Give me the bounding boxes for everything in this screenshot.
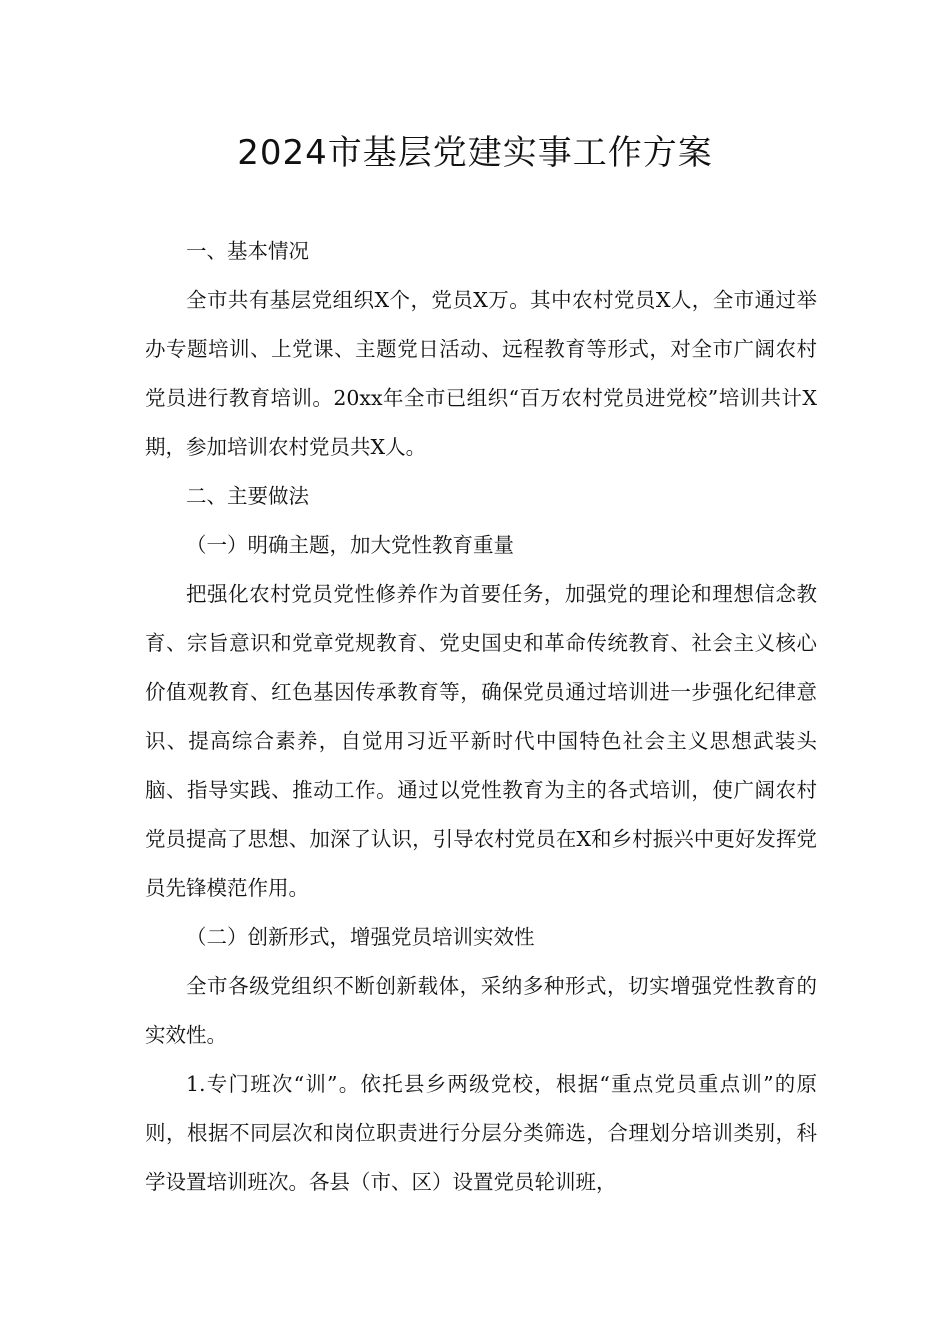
paragraph-special-classes: 1.专门班次“训”。依托县乡两级党校，根据“重点党员重点训”的原则，根据不同层次和岗位职责进行分层分类筛选，合理划分培训类别，科学设置培训班次。各县（市、区）设置党员轮训班， bbox=[145, 1072, 817, 1194]
heading-main-practices: 二、主要做法 bbox=[186, 484, 309, 508]
paragraph-party-education: 把强化农村党员党性修养作为首要任务，加强党的理论和理想信念教育、宗旨意识和党章党规教育、党史国史和革命传统教育、社会主义核心价值观教育、红色基因传承教育等，确保党员通过培训进一步强化纪律意识、提高综合素养，自觉用习近平新时代中国特色社会主义思想武装头脑、指导实践、推动工作。通过以党性教育为主的各式培训，使广阔农村党员提高了思想、加深了认识，引导农村党员在X和乡村振兴中更好发挥党员先锋模范作用。 bbox=[145, 582, 817, 900]
subheading-innovate-forms: （二）创新形式，增强党员培训实效性 bbox=[186, 925, 535, 949]
document-title: 2024市基层党建实事工作方案 bbox=[237, 133, 713, 173]
subheading-clarify-theme: （一）明确主题，加大党性教育重量 bbox=[186, 533, 514, 557]
paragraph-basic-situation: 全市共有基层党组织X个，党员X万。其中农村党员X人，全市通过举办专题培训、上党课、主题党日活动、远程教育等形式，对全市广阔农村党员进行教育培训。20xx年全市已组织“百万农村党员进党校”培训共计X期，参加培训农村党员共X人。 bbox=[145, 288, 817, 459]
document-body bbox=[145, 227, 817, 1207]
heading-basic-situation: 一、基本情况 bbox=[186, 239, 309, 263]
paragraph-innovate-carriers: 全市各级党组织不断创新载体，采纳多种形式，切实增强党性教育的实效性。 bbox=[145, 974, 817, 1047]
